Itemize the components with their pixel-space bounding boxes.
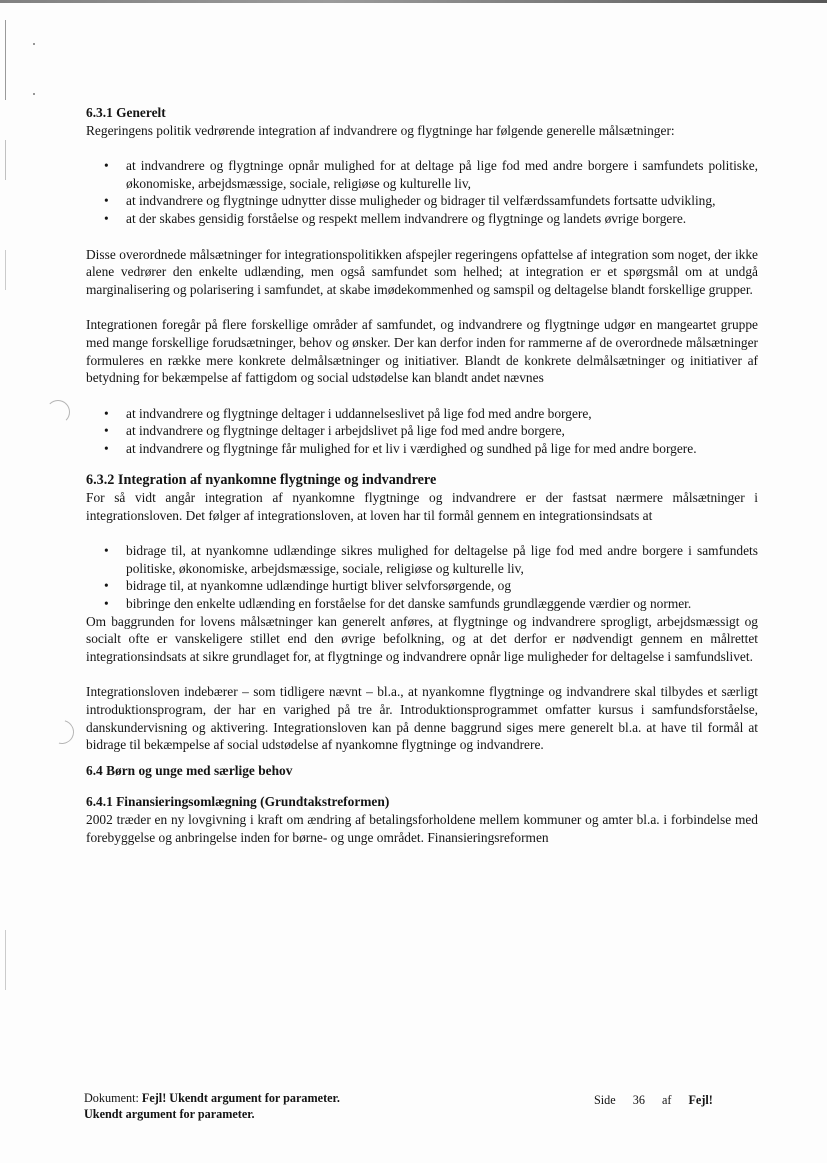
bullet-icon: • (104, 193, 109, 209)
section-heading-6-4-1: 6.4.1 Finansieringsomlægning (Grundtakstreformen) (86, 794, 390, 810)
footer-of-label: af (661, 1093, 672, 1107)
scan-edge-top (0, 0, 827, 3)
footer-doc-error-line2: Ukendt argument for parameter. (84, 1107, 255, 1121)
list-item: • bibringe den enkelte udlænding en forståelse for det danske samfunds grundlæggende værdier og normer. (104, 596, 692, 612)
bullet-icon: • (104, 596, 109, 612)
footer-document-field (84, 1090, 504, 1122)
bullet-icon: • (104, 578, 109, 594)
document-body (86, 104, 758, 846)
section-heading-6-4: 6.4 Børn og unge med særlige behov (86, 762, 293, 778)
bullet-list (86, 542, 758, 612)
bullet-icon: • (104, 440, 109, 456)
list-item: • at der skabes gensidig forståelse og respekt mellem indvandrere og flygtninge og landets øvrige borgere. (104, 210, 687, 226)
paragraph: Om baggrunden for lovens målsætninger kan generelt anføres, at flygtninge og indvandrere sprogligt, arbejdsmæssigt og socialt ofte er vanskeligere stillet end den øvrige befolkning, og at det derfor er nødvendigt gennem en målrettet integrationsindsats at sikre grundlaget for, at flygtninge og indvandrere opnår lige muligheder for deltagelse i samfundslivet. (86, 613, 758, 664)
bullet-list (86, 157, 758, 227)
list-item: • bidrage til, at nyankomne udlændinge sikres mulighed for deltagelse på lige fod med andre borgere i samfundets politiske, økonomiske, arbejdsmæssige, sociale, religiøse og kulturelle liv, (104, 543, 758, 576)
section-heading-6-3-2: 6.3.2 Integration af nyankomne flygtninge og indvandrere (86, 471, 437, 488)
list-item: • at indvandrere og flygtninge får mulighed for et liv i værdighed og sundhed på lige for med andre borgere. (104, 440, 697, 456)
footer-total-error: Fejl! (688, 1093, 713, 1107)
footer-page-field (594, 1092, 727, 1108)
scan-margin-mark (5, 930, 6, 990)
list-item: • at indvandrere og flygtninge deltager i uddannelseslivet på lige fod med andre borgere, (104, 405, 592, 421)
list-item: • at indvandrere og flygtninge udnytter disse muligheder og bidrager til velfærdssamfundets fortsatte udvikling, (104, 193, 716, 209)
scan-margin-mark (5, 140, 6, 180)
footer-side-label: Side (594, 1093, 616, 1107)
bullet-icon: • (104, 405, 109, 421)
footer-page-number: 36 (632, 1093, 645, 1107)
paragraph: Disse overordnede målsætninger for integrationspolitikken afspejler regeringens opfattelse af integration som noget, der ikke alene vedrører den enkelte udlænding, men også samfundet som helhed; at integration er et spørgsmål om at undgå marginalisering og polarisering i samfundet, at skabe imødekommenhed og samspil og deltagelse blandt forskellige grupper. (86, 246, 758, 297)
section-heading-6-3-1: 6.3.1 Generelt (86, 105, 166, 120)
footer-doc-label: Dokument: (84, 1091, 142, 1105)
paragraph: 2002 træder en ny lovgivning i kraft om ændring af betalingsforholdene mellem kommuner og amter bl.a. i forbindelse med forebyggelse og anbringelse inden for børne- og unge området. Finansieringsreformen (86, 812, 758, 845)
section-intro: Regeringens politik vedrørende integration af indvandrere og flygtninge har følgende generelle målsætninger: (86, 122, 675, 138)
scan-margin-mark (5, 250, 6, 290)
list-item: • at indvandrere og flygtninge deltager i arbejdslivet på lige fod med andre borgere, (104, 423, 565, 439)
section-intro: For så vidt angår integration af nyankomne flygtninge og indvandrere er der fastsat nærmere målsætninger i integrationsloven. Det følger af integrationsloven, at loven har til formål gennem en integrationsindsats at (86, 490, 758, 523)
list-item: • bidrage til, at nyankomne udlændinge hurtigt bliver selvforsørgende, og (104, 578, 512, 594)
paragraph: Integrationsloven indebærer – som tidligere nævnt – bl.a., at nyankomne flygtninge og indvandrere skal tilbydes et særligt introduktionsprogram, der har en varighed på tre år. Introduktionsprogrammet omfatter kursus i samfundsforståelse, danskundervisning og aktivering. Integrationsloven kan på denne baggrund siges mere generelt bl.a. at have til formål at bidrage til bekæmpelse af social udstødelse af nyankomne flygtninge og indvandrere. (86, 684, 758, 753)
bullet-icon: • (104, 158, 109, 174)
bullet-icon: • (104, 543, 109, 559)
punch-hole-mark (46, 716, 79, 749)
punch-hole-mark (46, 400, 70, 424)
paragraph: Integrationen foregår på flere forskellige områder af samfundet, og indvandrere og flygtninge udgør en mangeartet gruppe med mange forskellige forudsætninger, behov og ønsker. Der kan derfor inden for rammerne af de overordnede målsætninger formuleres en række mere konkrete delmålsætninger og initiativer. Blandt de konkrete delmålsætninger og initiativer af betydning for bekæmpelse af fattigdom og social udstødelse kan blandt andet nævnes (86, 317, 758, 386)
bullet-icon: • (104, 210, 109, 226)
footer-doc-error: Fejl! Ukendt argument for parameter. (141, 1091, 340, 1105)
bullet-list (86, 405, 758, 458)
list-item: • at indvandrere og flygtninge opnår mulighed for at deltage på lige fod med andre borgere i samfundets politiske, økonomiske, arbejdsmæssige, sociale, religiøse og kulturelle liv, (104, 158, 758, 191)
scan-speck (33, 43, 35, 45)
scan-speck (33, 93, 35, 95)
bullet-icon: • (104, 423, 109, 439)
scan-margin-mark (5, 20, 6, 100)
